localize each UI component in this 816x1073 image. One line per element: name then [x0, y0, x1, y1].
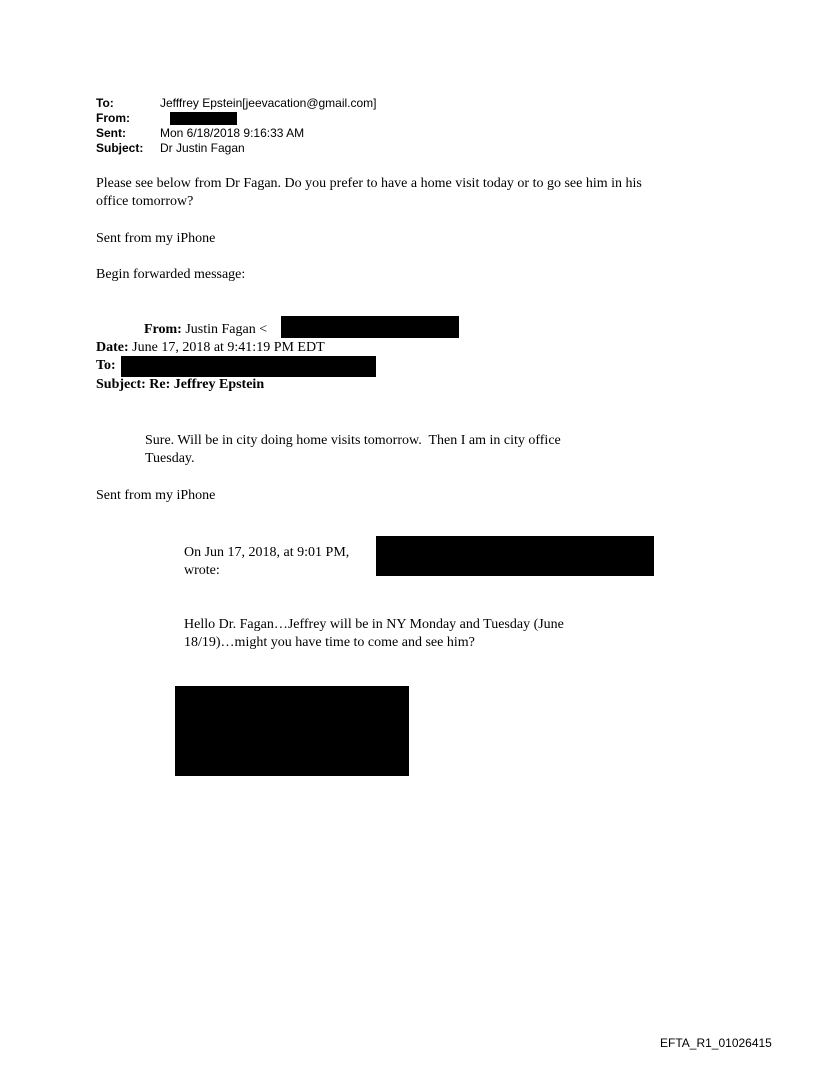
reply-line-1: Sure. Will be in city doing home visits tomorrow. Then I am in city office [145, 433, 561, 448]
quoted-message-line-1: Hello Dr. Fagan…Jeffrey will be in NY Monday and Tuesday (June [184, 617, 564, 632]
fwd-from-label: From: [144, 322, 182, 337]
quoted-attribution-line-2: wrote: [184, 563, 220, 578]
fwd-subject-label: Subject: [96, 377, 146, 392]
begin-forwarded-message: Begin forwarded message: [96, 267, 246, 282]
quoted-message [184, 616, 704, 652]
fwd-to-redaction [121, 356, 376, 377]
sent-from-iphone-1: Sent from my iPhone [96, 231, 216, 246]
to-label: To: [96, 96, 114, 110]
subject-value: Dr Justin Fagan [160, 141, 245, 155]
from-label: From: [96, 111, 130, 125]
email-header [96, 96, 696, 160]
quoted-message-line-2: 18/19)…might you have time to come and see him? [184, 635, 475, 650]
intro-paragraph [96, 175, 756, 211]
fwd-from-line [144, 322, 267, 338]
quoted-attribution [184, 544, 349, 580]
subject-label: Subject: [96, 141, 144, 155]
reply-message [145, 432, 705, 468]
fwd-subject-line [96, 377, 264, 393]
fwd-to-label: To: [96, 358, 116, 373]
sent-from-iphone-2: Sent from my iPhone [96, 488, 216, 503]
sent-value: Mon 6/18/2018 9:16:33 AM [160, 126, 305, 140]
intro-line-1: Please see below from Dr Fagan. Do you prefer to have a home visit today or to go see him in his [96, 176, 642, 191]
quoted-sender-redaction [376, 536, 654, 576]
fwd-date-value: June 17, 2018 at 9:41:19 PM EDT [132, 340, 325, 355]
quoted-attribution-line-1: On Jun 17, 2018, at 9:01 PM, [184, 545, 350, 560]
document-id: EFTA_R1_01026415 [660, 1036, 772, 1050]
fwd-from-value: Justin Fagan < [185, 322, 268, 337]
fwd-date-label: Date: [96, 340, 129, 355]
fwd-from-redaction [281, 316, 459, 338]
reply-line-2: Tuesday. [145, 451, 195, 466]
sent-label: Sent: [96, 126, 126, 140]
fwd-date-line [96, 340, 325, 356]
intro-line-2: office tomorrow? [96, 194, 194, 209]
to-value: Jefffrey Epstein[jeevacation@gmail.com] [160, 96, 377, 110]
fwd-to-line [96, 358, 116, 374]
from-redaction [170, 112, 237, 125]
fwd-subject-value: Re: Jeffrey Epstein [149, 377, 265, 392]
signature-redaction [175, 686, 409, 776]
